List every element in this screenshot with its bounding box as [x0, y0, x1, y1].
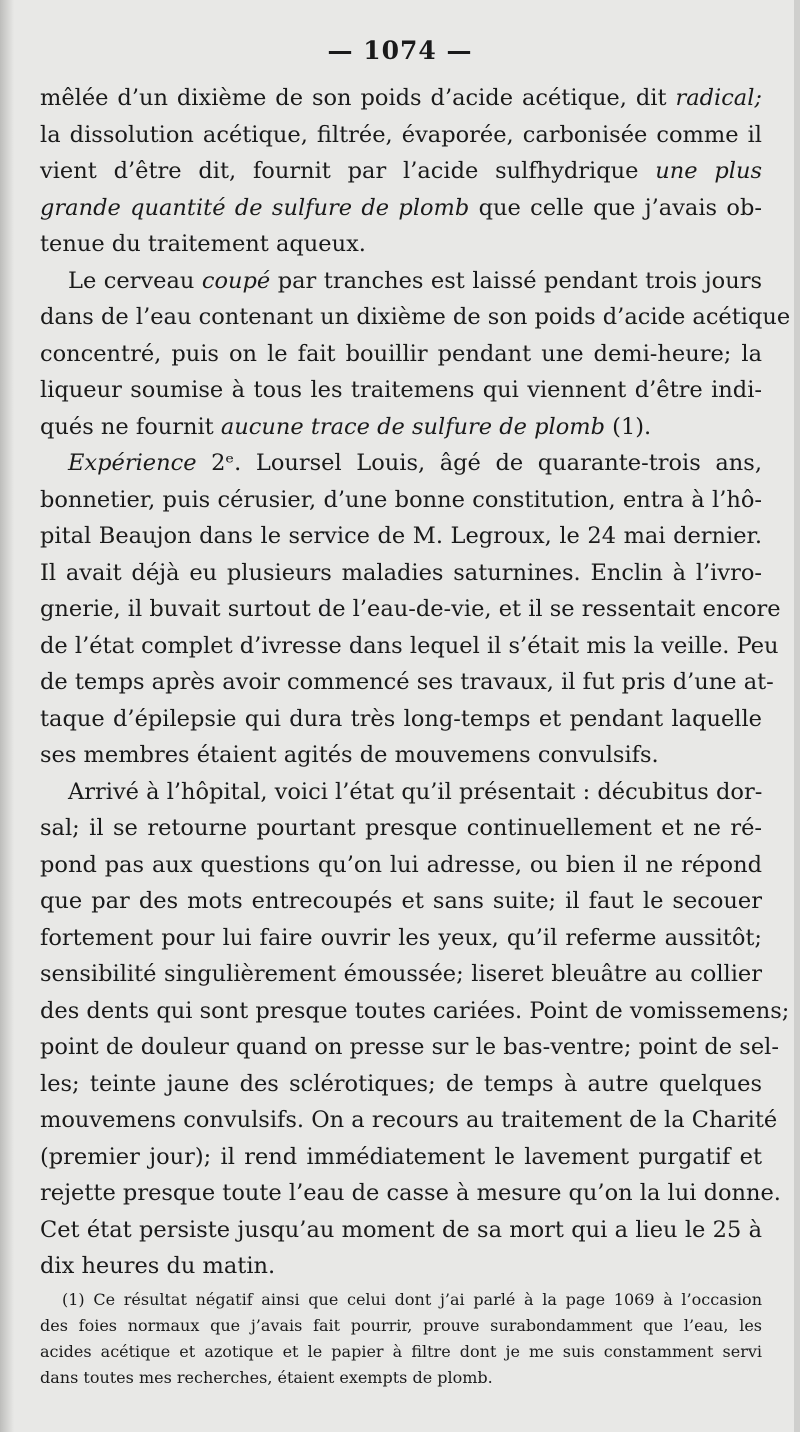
text-run: Le cerveau [68, 267, 202, 294]
text-line [40, 372, 762, 409]
text-line [40, 153, 762, 190]
text-line [40, 555, 762, 592]
text-line [40, 737, 762, 774]
footnote-line: des foies normaux que j’avais fait pourrir, prouve surabondamment que l’eau, les [40, 1316, 762, 1335]
text-run: 2ᵉ. Loursel Louis, âgé de quarante-trois ans, [196, 450, 762, 476]
text-run: que celle que j’avais ob- [469, 194, 762, 221]
text-line [40, 1029, 779, 1066]
text-run: tenue du traitement aqueux. [40, 231, 366, 257]
text-run: vient d’être dit, fournit par l’acide sulfhydrique [40, 158, 656, 184]
text-line [40, 1248, 762, 1285]
text-line [40, 1212, 762, 1249]
text-run: les; teinte jaune des sclérotiques; de temps à autre quelques [40, 1070, 762, 1097]
text-run: mouvemens convulsifs. On a recours au traitement de la Charité [40, 1107, 778, 1133]
footnote-line: (1) Ce résultat négatif ainsi que celui dont j’ai parlé à la page 1069 à l’occasion [62, 1290, 762, 1309]
italic-text: une plus [655, 158, 762, 184]
text-run: Arrivé à l’hôpital, voici l’état qu’il présentait : décubitus dor- [68, 778, 763, 805]
text-run: qués ne fournit [40, 413, 221, 440]
italic-text: Expérience [68, 450, 197, 476]
text-run: des dents qui sont presque toutes cariées. Point de vomissemens; [40, 997, 790, 1024]
text-run: ses membres étaient agités de mouvemens convulsifs. [40, 742, 659, 768]
text-line [40, 1102, 778, 1139]
text-line [40, 1175, 781, 1212]
text-run: par tranches est laissé pendant trois jours [270, 267, 762, 294]
text-line [40, 80, 762, 117]
text-run: Cet état persiste jusqu’au moment de sa mort qui a lieu le 25 à [40, 1216, 762, 1243]
text-run: pond pas aux questions qu’on lui adresse, ou bien il ne répond [40, 851, 762, 878]
text-run: liqueur soumise à tous les traitemens qui viennent d’être indi- [40, 377, 762, 403]
footnote-line: dans toutes mes recherches, étaient exempts de plomb. [40, 1368, 493, 1387]
text-line [40, 920, 762, 957]
text-line [40, 336, 762, 373]
italic-text: grande quantité de sulfure de plomb [40, 194, 470, 221]
text-line [40, 1139, 762, 1176]
text-line [40, 1066, 762, 1103]
italic-text: aucune trace de sulfure de plomb [220, 413, 606, 440]
text-line [40, 409, 762, 446]
footnote-line: acides acétique et azotique et le papier à filtre dont je me suis constamment servi [40, 1342, 762, 1361]
page-edge [794, 0, 800, 1432]
italic-text: radical; [675, 85, 762, 111]
italic-text: coupé [201, 267, 271, 294]
text-run: sensibilité singulièrement émoussée; liseret bleuâtre au collier [40, 961, 762, 987]
text-run: dans de l’eau contenant un dixième de son poids d’acide acétique [40, 304, 791, 330]
footnote [40, 1287, 762, 1391]
text-run: bonnetier, puis cérusier, d’une bonne constitution, entra à l’hô- [40, 486, 762, 513]
text-run: que par des mots entrecoupés et sans suite; il faut le secouer [40, 888, 762, 914]
text-line [40, 518, 762, 555]
text-line [40, 701, 762, 738]
text-line [40, 956, 762, 993]
text-run: (premier jour); il rend immédiatement le lavement purgatif et [40, 1143, 762, 1170]
text-run: mêlée d’un dixième de son poids d’acide acétique, dit [40, 85, 676, 111]
text-run: fortement pour lui faire ouvrir les yeux, qu’il referme aussitôt; [40, 924, 762, 951]
text-run: la dissolution acétique, filtrée, évaporée, carbonisée comme il [40, 121, 762, 148]
text-run: point de douleur quand on presse sur le bas-ventre; point de sel- [40, 1034, 779, 1060]
text-run: taque d’épilepsie qui dura très long-temps et pendant laquelle [40, 705, 762, 732]
text-run: de l’état complet d’ivresse dans lequel il s’était mis la veille. Peu [40, 632, 779, 659]
text-line [40, 628, 779, 665]
text-line [40, 482, 762, 519]
text-line [40, 299, 791, 336]
text-run: Il avait déjà eu plusieurs maladies saturnines. Enclin à l’ivro- [40, 559, 762, 586]
text-line [40, 664, 774, 701]
text-run: de temps après avoir commencé ses travaux, il fut pris d’une at- [40, 669, 774, 695]
text-line [40, 810, 762, 847]
text-line [40, 774, 762, 811]
body-text [40, 80, 791, 1285]
text-line [40, 993, 790, 1030]
text-run: concentré, puis on le fait bouillir pendant une demi-heure; la [40, 340, 762, 367]
text-run: gnerie, il buvait surtout de l’eau-de-vie, et il se ressentait encore [40, 596, 781, 622]
text-line [40, 263, 762, 300]
text-line [40, 591, 781, 628]
text-run: sal; il se retourne pourtant presque continuellement et ne ré- [40, 815, 762, 841]
text-run: dix heures du matin. [40, 1253, 276, 1279]
text-run: (1). [605, 413, 652, 440]
text-line [40, 190, 762, 227]
text-line [40, 847, 762, 884]
page-number: — 1074 — [327, 36, 473, 65]
text-line [40, 117, 762, 154]
text-run: pital Beaujon dans le service de M. Legroux, le 24 mai dernier. [40, 523, 762, 549]
text-line [40, 226, 762, 263]
text-line [40, 445, 762, 482]
page-gutter-shadow [0, 0, 14, 1432]
text-line [40, 883, 762, 920]
text-run: rejette presque toute l’eau de casse à mesure qu’on la lui donne. [40, 1180, 781, 1206]
